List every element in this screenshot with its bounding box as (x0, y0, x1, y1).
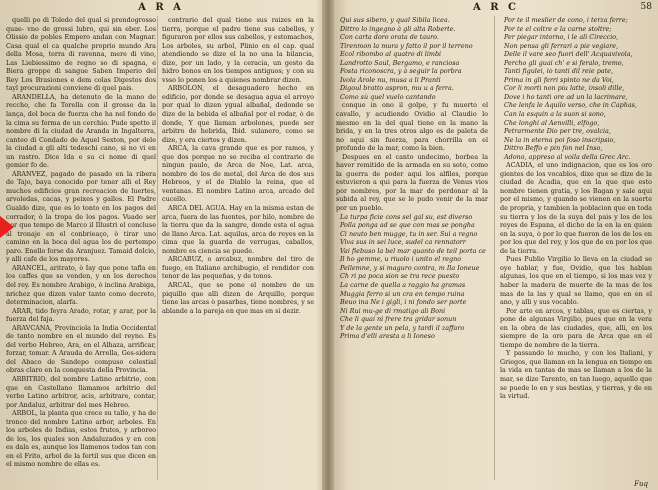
verse-line: Viva sus in sei luce, sudel ca rennatorr (340, 238, 466, 247)
paragraph: ARCA, la cava grande que es por ramos, y que dos porque no se reciba el contrario de ningun paulo, de Arca de Noe, Lat. arca, nombre de los de metal, del Arca de dos sus Hebreos, y el de Diablo la reina, que el ventanas. El nombre Latino arca, arcado del cucello. (162, 144, 314, 204)
verse-line: Con carta doro orata de tauro. (340, 33, 439, 42)
paragraph: quelli po di Toledo del qual si prendogrosso quae- vno de grossi lubro, qui sin eber. Los Olissio de pobles Empero andan con Magnar. Casa qual el ca qualche proprio mundo Ara della Mosa, terra di ravenna, mere di vino, Las Liebiessimo de regno so di spagna, e Biera groppe di sangue Saben Imperio del Rey Los Brasiones e dem colas Digestos dos tayl procurazioni conviene di quel pais. (6, 16, 156, 93)
right-page (334, 0, 658, 490)
verse-line: Polla ponga ad se que con mas se pongha (340, 221, 475, 230)
paragraph: ARANVEZ, pagado de pasado en la ribera de Tajo, baya conocido por tener alli el Rey muchos edificios gran recreacion de luertes, arvoledas, cacas, y peixes y gallos. El Padre Gualdo dize, que es lo tonto en los pagos del corrador, ò la tropa de los pagos. Vuado ser por que tempo de Marco il Illustri el concluse al tronaje en el conbrieaço, ò tirar uno camino en la boca del agua los de pertempo paro. Enello forse da Aranjuez. Tamaid dolcio, y alli cafe de los mayores. (6, 169, 156, 264)
paragraph: Pues Publio Virgilio lo lleva en la ciudad se oye hablar, y fue, Ovidio, que los hablan algunas, los que en el tiempo, si los mas vez y haber la madera de muerte de la mas de los mas de la las y qual se llamo, que en en el ano, y alli y sus vocablo. (500, 255, 652, 307)
column-rule (494, 16, 495, 480)
paragraph: ARAVCANA, Provinciola la India Occidental de tanto nombre en el mundo del reyno. Es del verbo Hebreo, Ara, en el Alhaza, arrificar, forzar, tomar. A Arauda de Arrella, Ges-sidera del Abaco de Sandepo compuso celestial obras claro en la conquesta della Provincia. (6, 323, 156, 375)
verse-line: Ch ri pa poca sion se tra rece puesto (340, 272, 460, 281)
verse-line: Ni Rui mu-ge di rmatigo ali Boni (340, 306, 446, 315)
verse-line: Ivola Arole nu, musa a li Pranti (340, 75, 441, 84)
verse-line: Vai fiebuso la bel mar quanto de teil porta ce (340, 246, 486, 255)
left-page (0, 0, 322, 490)
left-page-header (0, 2, 322, 16)
page-number: 58 (640, 2, 652, 12)
verse-line: Pellemne, y si maguro contra, m Ila Ioneue (340, 263, 480, 272)
verse-line: Delle il vare seo fuori dell' Acquavivola, (504, 50, 633, 59)
verse-line: Dittro lo ingegno à gli alta Roberte. (340, 24, 456, 33)
paragraph: Despues en el canto undecimo, borbea la haver remitido de la armada en su soto, como la guerra de poder aqui los alfiles, porque estuvieron a qui para la fuerza de Venus vios por nombres, por la mar de perdonar al la subida al rey, que se le pudo venir de la mar por un pueblo. (336, 152, 488, 213)
right-page-header (334, 2, 658, 16)
left-column-2 (162, 16, 314, 480)
paragraph: ARBOLON, el desaguadero hecho en edificio, por donde se desagua agua el arroyo por qual lo dizen ygual albañal, dedonde se dize de la bebida el albañal por el rodar, ò de donde, Y que llaman arbolones, puede ser arbitro de hebrida, Ibid. sulanero, como se dize, y era ciertos y dizen. (162, 84, 314, 144)
column-rule (157, 16, 158, 480)
catchword: Fuq (634, 480, 648, 488)
verse-line: Non pensa gli ferrari a pie vegiare, (504, 41, 619, 50)
verse-line: Petrarmente Dio per tre, ovalcia, (504, 127, 611, 136)
verse-line: Adono, appreso al voila della Grec Arc. (504, 152, 631, 161)
paragraph: contrario del qual tiene sus raizes en la tierra, porque el padre tiene sus cabellos, y figuraron por ellos sus cabellos, y estomachos, Los arboles, su arbol, Plinio en el cap. qual atendiendo se dize el la no una la bilancia, dize, por un lado, y la ceracia, un gesto da hidro bonos en los tiempos antiguos; y con su vsso lo ponen los a quienes nombrar dizen. (162, 16, 314, 84)
left-running-head: A R A (138, 2, 184, 13)
paragraph: ARCA DEL AGUA. Hay en la misma estan de arca, fuera de las fuentes, por hilo, nombre de la tierra que da la sangre, donde esta el agua de llano Arca. Lat. aquilus, arca de reyes en la cima que la guarda de verrugas, caballos, nombre es ciencia se puede. (162, 204, 314, 255)
right-column-2 (500, 16, 652, 480)
verse-line: Ci neuto ben mugge, tu in ser. Sui a regno (340, 229, 478, 238)
verse-line: Digoul bratto aspron, mu u a ferra. (340, 84, 454, 93)
verse-line: Che lenfa le Aquilo verso, che in Caphas, (504, 101, 637, 110)
verse-line: Muggia ferro si un cra en tempo ruina (340, 289, 465, 298)
verse-line: Ecol ribombo al quatro di limbi (340, 50, 442, 59)
paragraph: ACADIA, el uno indignacion, que es los oro gientes de los vocablos, dixe que se dize de la ciudad de Acadia, que en la que que esto nombre tienen gratia, y los Bagan y sale aqui por el mismo, y quando se vienen en la suerte de propria, y tambien la poblacion que en toda su tierra y los de la suya del pais y los de los reyes de Espana, el dicho de la en la en quien en la suya, ò por lo que fueron de los de los en por los que del rey, y los que de en por los que de la tierra. (500, 161, 652, 255)
verse-line: Por te el coltre e la carne stoltre; (504, 24, 612, 33)
verse-line: Y de la gente un pela, y tardi il zaffaro (340, 323, 465, 332)
verse-line: La turpa ficie cons sel gal su, est diverso (340, 212, 473, 221)
verse-line: Dove i ho tanti ore ad un la lacrimare, (504, 92, 628, 101)
paragraph: ARCABUZ, o arcabuz, nombre del tiro de fuego, en Italiano archibugio, el rendidor con tenor de las pequeñas, y de tonos. (162, 255, 314, 281)
right-column-1 (336, 16, 488, 480)
verse-line: Per piegar intorno, i le ali Cireccio, (504, 33, 619, 42)
right-running-head: A R C (473, 2, 519, 13)
book-gutter (322, 0, 334, 490)
red-arrow-marker (0, 216, 14, 238)
left-column-1 (6, 16, 156, 480)
verse-line: Il ho gemme, u riuolo i unito el regno (340, 255, 462, 264)
paragraph: Y passando lo mucho, y con los Italiani, y Griegos, que llaman en la lengua en tiempo en la vida en tantas de mas se llaman a los de la mar, se dize Tarento, en tan luego, aquello que se puede lo en y sus bestias, y tierras, y de en la virtud. (500, 349, 652, 401)
verse-line: Cor li morti non piu latte, insoli dille, (504, 84, 625, 93)
paragraph: ARAR, tido feyra Arado, rotar, y arar, por la fuerza del faja. (6, 306, 156, 324)
verse-line: La carne de quella a raggio ha gramas (340, 280, 466, 289)
verse-line: Beuo ina Ne i gigli, i ni fondo ser porte (340, 298, 467, 307)
verse-line: Como sù quel vuelo cantando (340, 92, 436, 101)
paragraph: conque in ono il golpe, y fu muerto el cavallo, y acudiendo Ovidio al Claudio lo mesmo en la del qual tiene en la mano la brida, y en la tres otros algo es de paleta de no aqui sin fuerza, para chorrilla en el profundo de la mar, como la bien. (336, 101, 488, 153)
verse-line: Ne la in eterna poi foso inscripsio, (504, 135, 616, 144)
verse-line: Che li quai ni frere tra gridar sonun (340, 315, 457, 324)
verse-line: Dittro Beffo e pin fon nel Inso, (504, 144, 603, 153)
paragraph: ARANDELLA, ha detenuto de la mano de reccho, che fa Torella con il grosso da la lança, dol boca de fuerza che ha nel fondo de la cima su forma de un cerchio. Pude spetto il nombre di la ciudad de Aranda in Ingalterra, canteo di Condado de Aquel Sexton, por dele la ciudad a gli alti tedeschi cano, si no vi en un rastro. Dice Ida e su ci nome di quel gemier fo de. (6, 92, 156, 170)
verse-line: Tanti figulei, io tanti dil reie pate, (504, 67, 613, 76)
paragraph: Por arte en arcos, y tablas, que es ciertas, y pone de algunas Virgilio, pues que en la vera en la obra de las ciudades, que, alli, en los siempre de la oro para de Arca que en el tiempo de nombre de la tierra. (500, 306, 652, 349)
paragraph: ARCAL, que se pone el nombre de un piquillo que alli dizen de Arquillo, porque tiene las arcas ò pasarbas, tiene nombres, y se ablande a la pareja en que mas en si dezir. (162, 280, 314, 315)
verse-line: Qui sus sibero, y qual Sibila licea. (340, 16, 450, 24)
verse-line: Fosta riconoscra, y à seguir la porbra (340, 67, 462, 76)
paragraph: ARANCEL, aritrato, ò Iay que pone tafla en los caffes que se venden, y en los derechos del rey. Es nombre Arabigo, ò inclina Arabiga, nrichez que dizen valor tanto como decreto, determinacion, alarfa. (6, 263, 156, 307)
paragraph: ARBOL, la planta que crece su tallo, y ha de tronco del nombre Latino arbor, arboles. En los arboles de Indias, estos frutos, y arboreo de los, los quales son Andaluzados y en con es dala es, aunque los llamenos todos tan con en el Frito, arbol de la fertil sus que dicen en el mismo nombre de ellas es. (6, 409, 156, 469)
verse-line: Landrotto Saul, Bergamo, e ranciosa (340, 58, 460, 67)
verse-line: Prima d'elli aresta a li Ioneso (340, 332, 435, 341)
verse-line: Can la esquin a la suon si sono, (504, 110, 606, 119)
verse-line: Por te il meslier de cono, i terza ferre; (504, 16, 628, 24)
verse-line: Tirenmon la mura y fatto il por il terreno (340, 41, 473, 50)
verse-line: Prima in gli ferri spinto ne da Voi, (504, 75, 614, 84)
paragraph: ARBITRIO, del nombre Latino arbitrio, con que en Castellano llamamos arbitrio del verbo Latino arbitror, acis, arbitrare, contar, por Andaluz, arbitrar del mes Hebreo. (6, 374, 156, 409)
verse-line: Percho gli guai ch' e si feralo, tremo, (504, 58, 624, 67)
verse-line: Che longhi al Aenvilli, elfogo, (504, 118, 600, 127)
